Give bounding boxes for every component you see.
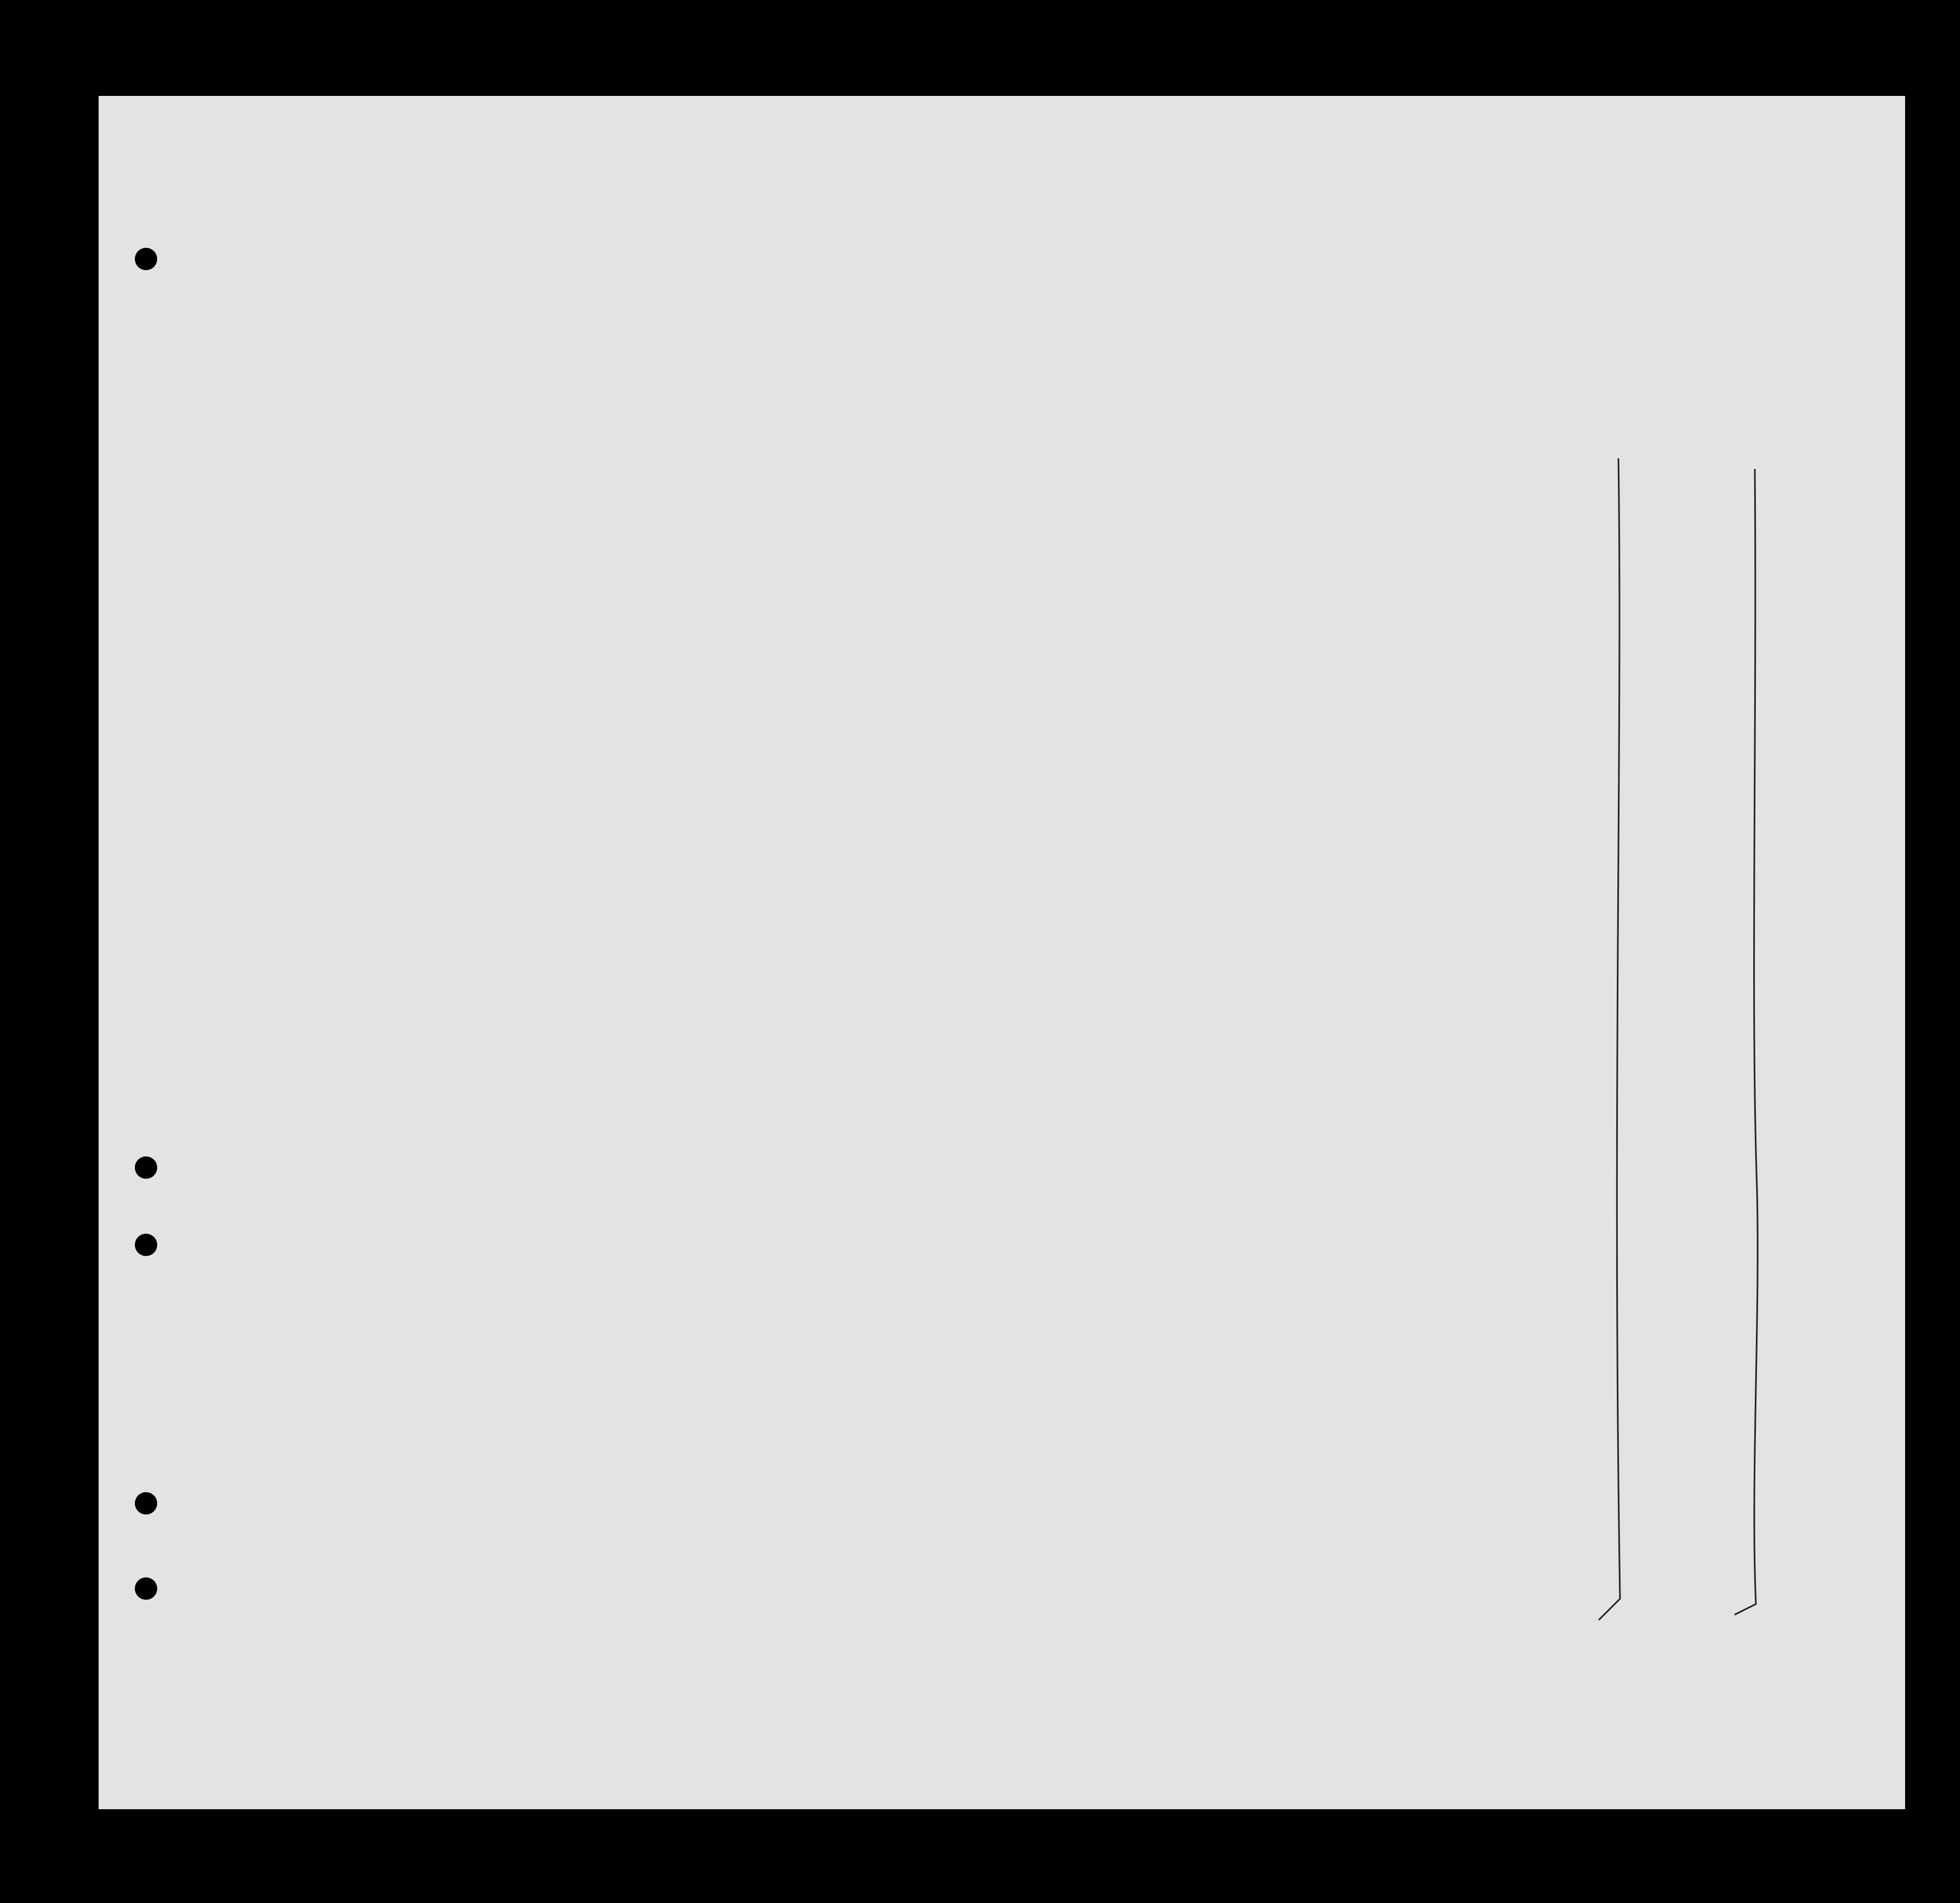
punch-hole: [135, 1492, 157, 1515]
manifest-sheet: [99, 96, 1905, 1809]
punch-hole: [135, 1156, 157, 1179]
punch-hole: [135, 1577, 157, 1600]
remarks-pen-lines: [99, 96, 1905, 1809]
punch-hole: [135, 1234, 157, 1256]
punch-hole: [135, 248, 157, 270]
